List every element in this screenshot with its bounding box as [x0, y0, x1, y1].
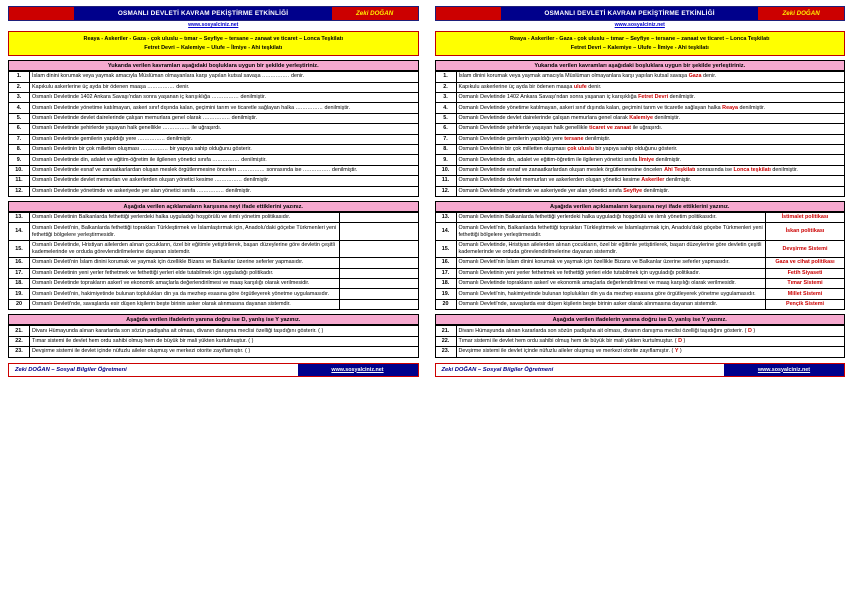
truefalse-row [435, 336, 845, 346]
match-row-text: Osmanlı Devletinin yeni yerler fethetmek ve fethettiği yerleri elde tutabilmek için uyguladığı politikadır. [30, 268, 340, 278]
fill-row [435, 113, 845, 123]
match-row-number: 18. [9, 279, 30, 289]
fill-row-number: 12. [9, 186, 30, 196]
fill-row-number: 11. [9, 176, 30, 186]
match-row-text: Osmanlı Devletinin yeni yerler fethetmek ve fethettiği yerleri elde tutabilmek için uyguladığı politikadır. [456, 268, 766, 278]
fill-row-text[interactable]: Osmanlı Devletinde şehirlerde yaşayan halk genellikle ................ ile uğraşırdı. [30, 124, 419, 134]
fill-row-number: 9. [9, 155, 30, 165]
word-bank-line-1: Reaya - Askeriler - Gaza - çok uluslu – tımar – Seyfiye – tersane – zanaat ve ticaret – Lonca Teşkilatı [83, 36, 344, 42]
fill-answer-secondary: Lonca teşkilatı [733, 166, 771, 173]
fill-answer: ................ [140, 146, 170, 153]
truefalse-row-number: 21. [9, 326, 30, 336]
fill-answer: İlmiye [638, 156, 655, 163]
match-row [9, 299, 419, 309]
fill-row-text[interactable]: Osmanlı Devletinde gemilerin yapıldığı yere ................ denilmiştir. [30, 134, 419, 144]
fill-row-number: 8. [435, 144, 456, 154]
footer-author-answers: Zeki DOĞAN – Sosyal Bilgiler Öğretmeni [441, 366, 554, 373]
fill-row-text[interactable]: Osmanlı Devletinde gemilerin yapıldığı yere tersane denilmiştir. [456, 134, 845, 144]
fill-answer: Askeriler [641, 177, 665, 184]
word-bank-line-1-answers: Reaya - Askeriler - Gaza - çok uluslu – tımar – Seyfiye – tersane – zanaat ve ticaret – Lonca Teşkilatı [509, 36, 770, 42]
fill-answer: ................ [196, 187, 226, 194]
fill-row [435, 165, 845, 175]
fill-row-text[interactable]: Osmanlı Devletinde devlet dairelerinde çalışan memurlara genel olarak ................ denilmiştir. [30, 113, 419, 123]
worksheet-title-answers: OSMANLI DEVLETİ KAVRAM PEKİŞTİRME ETKİNLİĞİ [501, 7, 758, 20]
match-row [435, 299, 845, 309]
fill-row-number: 11. [435, 176, 456, 186]
match-row-answer[interactable] [339, 213, 418, 223]
truefalse-answer: D [678, 338, 683, 345]
match-row-number: 13. [9, 213, 30, 223]
fill-row-number: 5. [9, 113, 30, 123]
match-row [435, 289, 845, 299]
match-row-number: 15. [435, 240, 456, 257]
fill-row-number: 7. [9, 134, 30, 144]
fill-answer: tersane [564, 135, 584, 142]
fill-row [435, 72, 845, 82]
footer-link-block-answers [724, 364, 844, 376]
fill-row-text[interactable]: Osmanlı Devletinde 1402 Ankara Savaşı'ndan sonra yaşanan iç karışıklığa ................ denilmiştir. [30, 93, 419, 103]
match-row [9, 279, 419, 289]
match-row-text: Osmanlı Devleti'nin, hakimiyetinde bulunan toplulukları din ya da mezhep esasına göre örgütleyerek yönetme uygulamasıdır. [456, 289, 766, 299]
section-heading-truefalse-answers: Aşağıda verilen ifadelerin yanına doğru ise D, yanlış ise Y yazınız. [435, 314, 846, 325]
truefalse-row-number: 23. [435, 347, 456, 357]
truefalse-row [9, 326, 419, 336]
fill-row [9, 155, 419, 165]
site-link-top-answers [435, 22, 846, 28]
fill-answer-secondary: ................ [303, 166, 332, 173]
fill-row [9, 134, 419, 144]
match-row-answer[interactable] [339, 258, 418, 268]
fill-answer: ................ [202, 114, 232, 121]
fill-row-text[interactable]: Osmanlı Devletinin bir çok milletten oluşması çok uluslu bir yapıya sahip olduğunu gösterir. [456, 144, 845, 154]
match-row-answer[interactable] [339, 223, 418, 240]
footer-link-block [298, 364, 418, 376]
match-row-text: Osmanlı Devleti'nde, savaşlarda esir düşen kişilerin beşte birinin asker olarak alınmasına dayanan sistemdir. [456, 299, 766, 309]
truefalse-answer: D [747, 327, 752, 334]
fill-row-number: 3. [9, 93, 30, 103]
word-bank-line-2: Fetret Devri – Kalemiye – Ulufe – İlmiye - Ahi teşkilatı [144, 44, 283, 51]
fill-answer: Fetret Devri [638, 94, 669, 101]
match-row-answer[interactable]: Fetih Siyaseti [766, 268, 845, 278]
fill-row [9, 113, 419, 123]
fill-row-number: 12. [435, 186, 456, 196]
truefalse-row-text[interactable]: Divanı Hümayunda alınan kararlarda son sözün padişaha ait olması, divanın danışma meclisi özelliği taşıdığını gösterir. ( ) [30, 326, 419, 336]
fill-row [435, 93, 845, 103]
fill-row-text[interactable]: Kapıkulu askerlerine üç ayda bir ödenen maaşa ulufe denir. [456, 82, 845, 92]
title-bar-left-block-answers [436, 7, 501, 20]
truefalse-table-answers [435, 325, 846, 357]
fill-row [435, 186, 845, 196]
fill-row [435, 134, 845, 144]
fill-row-text[interactable]: Osmanlı Devletinde din, adalet ve eğitim-öğretim ile ilgilenen yönetici sınıfa ................ denilmiştir. [30, 155, 419, 165]
fill-row-text[interactable]: Osmanlı Devletinde esnaf ve zanaatkarlardan oluşan meslek örgütlenmesine öncelerı Ahi Teşkilatı sonrasında ise Lonca teşkilatı denilmiştir. [456, 165, 845, 175]
match-row-number: 19. [9, 289, 30, 299]
fill-answer: Kalemiye [629, 114, 653, 121]
truefalse-table-blank [8, 325, 419, 357]
match-row-number: 13. [435, 213, 456, 223]
truefalse-row-number: 23. [9, 347, 30, 357]
page-divider [426, 0, 427, 602]
fill-row [9, 103, 419, 113]
match-row-answer[interactable]: Pençik Sistemi [766, 299, 845, 309]
truefalse-row [435, 347, 845, 357]
match-row-text: Osmanlı Devletinde, Hristiyan ailelerden alınan çocukların, özel bir eğitimle yetiştirilerek, başarı düzeylerine göre devletin çeşitli kademelerinde ve orduda görevlendirilmelerine dayanan sistemdir. [30, 240, 340, 257]
match-row [435, 240, 845, 257]
fill-row-text[interactable]: Osmanlı Devletinde din, adalet ve eğitim-öğretim ile ilgilenen yönetici sınıfa İlmiye denilmiştir. [456, 155, 845, 165]
fill-answer: ulufe [573, 83, 587, 90]
fill-row-text[interactable]: Osmanlı Devletinde esnaf ve zanaatkarlardan oluşan meslek örgütlenmesine öncelerı ................ sonrasında ise ................ denilmiştir. [30, 165, 419, 175]
truefalse-row-text[interactable]: Tımar sistemi ile devlet hem ordu sahibi olmuş hem de büyük bir mali yükten kurtulmuştur. ( D ) [456, 336, 845, 346]
fill-row [435, 103, 845, 113]
fill-row [435, 144, 845, 154]
fill-row-number: 3. [435, 93, 456, 103]
fill-row-number: 10. [9, 165, 30, 175]
match-row-answer[interactable] [339, 289, 418, 299]
fill-row-number: 6. [9, 124, 30, 134]
match-row-text: Osmanlı Devletinde toprakların askerî ve ekonomik amaçlarla değerlendirilmesi ve maaş karşılığı olarak verilmesidir. [456, 279, 766, 289]
fill-row-text[interactable]: Osmanlı Devletinde devlet memurları ve askerlerden oluşan yönetici kesime Askeriler denilmiştir. [456, 176, 845, 186]
fill-row-number: 10. [435, 165, 456, 175]
fill-row-text[interactable]: Osmanlı Devletinde yönetime katılmayan, askeri sınıf dışında kalan, geçimini tarım ve ticaretle sağlayan halka ................ denilmiştir. [30, 103, 419, 113]
match-row-text: Osmanlı Devleti'nin, hakimiyetinde bulunan toplulukları din ya da mezhep esasına göre örgütleyerek yönetme uygulamasıdır. [30, 289, 340, 299]
fill-row-text[interactable]: Osmanlı Devletinin bir çok milletten oluşması ................ bir yapıya sahip olduğunu gösterir. [30, 144, 419, 154]
footer-bar [8, 363, 419, 377]
truefalse-row-number: 22. [435, 336, 456, 346]
fill-answer: ................ [211, 94, 241, 101]
fill-row-number: 1. [9, 72, 30, 82]
section-heading-truefalse: Aşağıda verilen ifadelerin yanına doğru ise D, yanlış ise Y yazınız. [8, 314, 419, 325]
match-row-answer[interactable]: Gaza ve cihat politikası [766, 258, 845, 268]
match-table-blank [8, 212, 419, 310]
word-bank [8, 31, 419, 56]
fill-answer: ................ [162, 125, 192, 132]
match-row-answer[interactable]: Tımar Sistemi [766, 279, 845, 289]
site-link[interactable]: www.sosyalciniz.net [188, 22, 239, 28]
fill-row-number: 4. [435, 103, 456, 113]
footer-site-link-answers[interactable]: www.sosyalciniz.net [757, 366, 811, 373]
truefalse-row-text[interactable]: Devşirme sistemi ile devlet içinde nüfuzlu aileler oluşmuş ve merkezi otorite zayıflamıştır. ( ) [30, 347, 419, 357]
match-row-text: Osmanlı Devleti'nin, Balkanlarda fethettiği toprakları Türkleştirmek ve İslamlaştırmak için, Anadolu'daki göçebe Türkmenleri yeni fethettiği bölgelere yerleştirmesidir. [30, 223, 340, 240]
match-row [9, 240, 419, 257]
fill-row [9, 176, 419, 186]
fill-answer: ................ [237, 166, 267, 173]
section-heading-match-answers: Aşağıda verilen açıklamaların karşısına neyi ifade ettiklerini yazınız. [435, 201, 846, 212]
fill-row-number: 2. [9, 82, 30, 92]
match-row-answer[interactable]: İskan politikası [766, 223, 845, 240]
title-bar [8, 6, 419, 21]
match-row-text: Osmanlı Devletinin Balkanlarda fethettiği yerlerdeki halka uyguladığı hoşgörülü ve ılımlı yönetim politikasıdır. [30, 213, 340, 223]
fill-row [435, 176, 845, 186]
site-link-answers[interactable]: www.sosyalciniz.net [614, 22, 665, 28]
title-bar-left-block [9, 7, 74, 20]
fill-row [9, 186, 419, 196]
match-row-text: Osmanlı Devletinin Balkanlarda fethettiği yerlerdeki halka uyguladığı hoşgörülü ve ılımlı yönetim politikasıdır. [456, 213, 766, 223]
match-row [9, 213, 419, 223]
fill-row-text[interactable]: Osmanlı Devletinde yönetimde ve askeriyede yer alan yönetici sınıfa ................ denilmiştir. [30, 186, 419, 196]
match-row [9, 289, 419, 299]
fill-row-number: 4. [9, 103, 30, 113]
section-heading-match: Aşağıda verilen açıklamaların karşısına neyi ifade ettiklerini yazınız. [8, 201, 419, 212]
match-row [9, 258, 419, 268]
match-row [435, 258, 845, 268]
word-bank-answers [435, 31, 846, 56]
fill-row [9, 165, 419, 175]
fill-row [435, 82, 845, 92]
fill-in-table-answers [435, 71, 846, 197]
section-heading-fill: Yukarıda verilen kavramları aşağıdaki boşluklara uygun bir şekilde yerleştiriniz. [8, 60, 419, 71]
fill-row-number: 1. [435, 72, 456, 82]
match-row-number: 20 [9, 299, 30, 309]
fill-row-number: 9. [435, 155, 456, 165]
fill-row [9, 93, 419, 103]
fill-row-text[interactable]: İslam dinini korumak veya yaymak amacıyla Müslüman olmayanlara karşı yapılan kutsal savaşa Gaza denir. [456, 72, 845, 82]
fill-row-text[interactable]: Osmanlı Devletinde şehirlerde yaşayan halk genellikle ticaret ve zanaat ile uğraşırdı. [456, 124, 845, 134]
fill-row-text[interactable]: Osmanlı Devletinde yönetimde ve askeriyede yer alan yönetici sınıfa Seyfiye denilmiştir. [456, 186, 845, 196]
fill-answer: ................ [214, 177, 244, 184]
word-bank-line-2-answers: Fetret Devri – Kalemiye – Ulufe – İlmiye - Ahi teşkilatı [570, 44, 709, 51]
fill-answer: ................ [137, 135, 167, 142]
match-row-number: 14. [9, 223, 30, 240]
fill-in-table-blank [8, 71, 419, 197]
match-row-number: 18. [435, 279, 456, 289]
match-row-answer[interactable] [339, 268, 418, 278]
worksheet-title: OSMANLI DEVLETİ KAVRAM PEKİŞTİRME ETKİNLİĞİ [74, 7, 331, 20]
fill-row [435, 124, 845, 134]
section-heading-fill-answers: Yukarıda verilen kavramları aşağıdaki boşluklara uygun bir şekilde yerleştiriniz. [435, 60, 846, 71]
match-row-number: 17. [9, 268, 30, 278]
fill-row-text[interactable]: Kapıkulu askerlerine üç ayda bir ödenen maaşa ................ denir. [30, 82, 419, 92]
title-bar-answers [435, 6, 846, 21]
match-row [9, 223, 419, 240]
fill-row-text[interactable]: Osmanlı Devletinde 1402 Ankara Savaşı'ndan sonra yaşanan iç karışıklığa Fetret Devri denilmiştir. [456, 93, 845, 103]
fill-answer: ................ [147, 83, 177, 90]
match-row-text: Osmanlı Devletinde toprakların askerî ve ekonomik amaçlarla değerlendirilmesi ve maaş karşılığı olarak verilmesidir. [30, 279, 340, 289]
match-row-text: Osmanlı Devletinde, Hristiyan ailelerden alınan çocukların, özel bir eğitimle yetiştirilerek, başarı düzeylerine göre devletin çeşitli kademelerinde ve orduda görevlendirilmelerine dayanan sistemdir. [456, 240, 766, 257]
truefalse-row-number: 22. [9, 336, 30, 346]
author-badge: Zeki DOĞAN [332, 7, 418, 20]
fill-row-number: 7. [435, 134, 456, 144]
match-row-number: 14. [435, 223, 456, 240]
footer-site-link[interactable]: www.sosyalciniz.net [331, 366, 384, 373]
fill-row-number: 8. [9, 144, 30, 154]
match-row-text: Osmanlı Devleti'nde, savaşlarda esir düşen kişilerin beşte birinin asker olarak alınmasına dayanan sistemdir. [30, 299, 340, 309]
match-row [435, 213, 845, 223]
fill-row [435, 155, 845, 165]
fill-row [9, 72, 419, 82]
truefalse-row-text[interactable]: Tımar sistemi ile devlet hem ordu sahibi olmuş hem de büyük bir mali yükten kurtulmuştur. ( ) [30, 336, 419, 346]
truefalse-row [435, 326, 845, 336]
match-row-answer[interactable]: İstimalet politikası [766, 213, 845, 223]
match-row-number: 16. [435, 258, 456, 268]
truefalse-row [9, 336, 419, 346]
fill-row [9, 82, 419, 92]
truefalse-row-number: 21. [435, 326, 456, 336]
truefalse-row [9, 347, 419, 357]
fill-row-text[interactable]: Osmanlı Devletinde devlet memurları ve askerlerden oluşan yönetici kesime ................ denilmiştir. [30, 176, 419, 186]
fill-row-text[interactable]: İslam dinini korumak veya yaymak amacıyla Müslüman olmayanlara karşı yapılan kutsal savaşa ................ denir. [30, 72, 419, 82]
fill-answer: ticaret ve zanaat [589, 125, 632, 132]
match-row-answer[interactable] [339, 299, 418, 309]
match-row [435, 279, 845, 289]
match-row-text: Osmanlı Devleti'nin, Balkanlarda fethettiği toprakları Türkleştirmek ve İslamlaştırmak için, Anadolu'daki göçebe Türkmenleri yeni fethettiği bölgelere yerleştirmesidir. [456, 223, 766, 240]
match-row-answer[interactable] [339, 279, 418, 289]
worksheet-answer-key [427, 0, 853, 602]
fill-answer: ................ [295, 104, 325, 111]
truefalse-answer: Y [674, 348, 679, 355]
match-row-number: 19. [435, 289, 456, 299]
fill-answer: ................ [212, 156, 242, 163]
match-row-answer[interactable]: Devşirme Sistemi [766, 240, 845, 257]
fill-answer: çok uluslu [567, 146, 594, 153]
fill-answer: Gaza [688, 73, 702, 80]
match-row-number: 20 [435, 299, 456, 309]
match-row-answer[interactable]: Millet Sistemi [766, 289, 845, 299]
fill-answer: Reaya [722, 104, 739, 111]
match-table-answers [435, 212, 846, 310]
fill-row-text[interactable]: Osmanlı Devletinde devlet dairelerinde çalışan memurlara genel olarak Kalemiye denilmiştir. [456, 113, 845, 123]
footer-author: Zeki DOĞAN – Sosyal Bilgiler Öğretmeni [15, 366, 127, 373]
fill-row [9, 144, 419, 154]
fill-row-number: 5. [435, 113, 456, 123]
fill-answer: ................ [262, 73, 291, 80]
match-row-answer[interactable] [339, 240, 418, 257]
match-row-number: 17. [435, 268, 456, 278]
fill-row-number: 2. [435, 82, 456, 92]
fill-answer: Ahi Teşkilatı [664, 166, 696, 173]
fill-row [9, 124, 419, 134]
match-row [435, 223, 845, 240]
fill-row-number: 6. [435, 124, 456, 134]
fill-answer: Seyfiye [623, 187, 643, 194]
fill-row-text[interactable]: Osmanlı Devletinde yönetime katılmayan, askeri sınıf dışında kalan, geçimini tarım ve ticaretle sağlayan halka Reaya denilmiştir. [456, 103, 845, 113]
match-row-number: 15. [9, 240, 30, 257]
author-badge-answers: Zeki DOĞAN [758, 7, 844, 20]
match-row-text: Osmanlı Devleti'nin İslam dinini korumak ve yaymak için özellikle Bizans ve Balkanlar üzerine seferler yapmasıdır. [456, 258, 766, 268]
match-row [435, 268, 845, 278]
site-link-top [8, 22, 419, 28]
footer-bar-answers [435, 363, 846, 377]
match-row-text: Osmanlı Devleti'nin İslam dinini korumak ve yaymak için özellikle Bizans ve Balkanlar üzerine seferler yapmasıdır. [30, 258, 340, 268]
truefalse-row-text[interactable]: Devşirme sistemi ile devlet içinde nüfuzlu aileler oluşmuş ve merkezi otorite zayıflamıştır. ( Y ) [456, 347, 845, 357]
truefalse-row-text[interactable]: Divanı Hümayunda alınan kararlarda son sözün padişaha ait olması, divanın danışma meclisi özelliği taşıdığını gösterir. ( D ) [456, 326, 845, 336]
match-row [9, 268, 419, 278]
match-row-number: 16. [9, 258, 30, 268]
